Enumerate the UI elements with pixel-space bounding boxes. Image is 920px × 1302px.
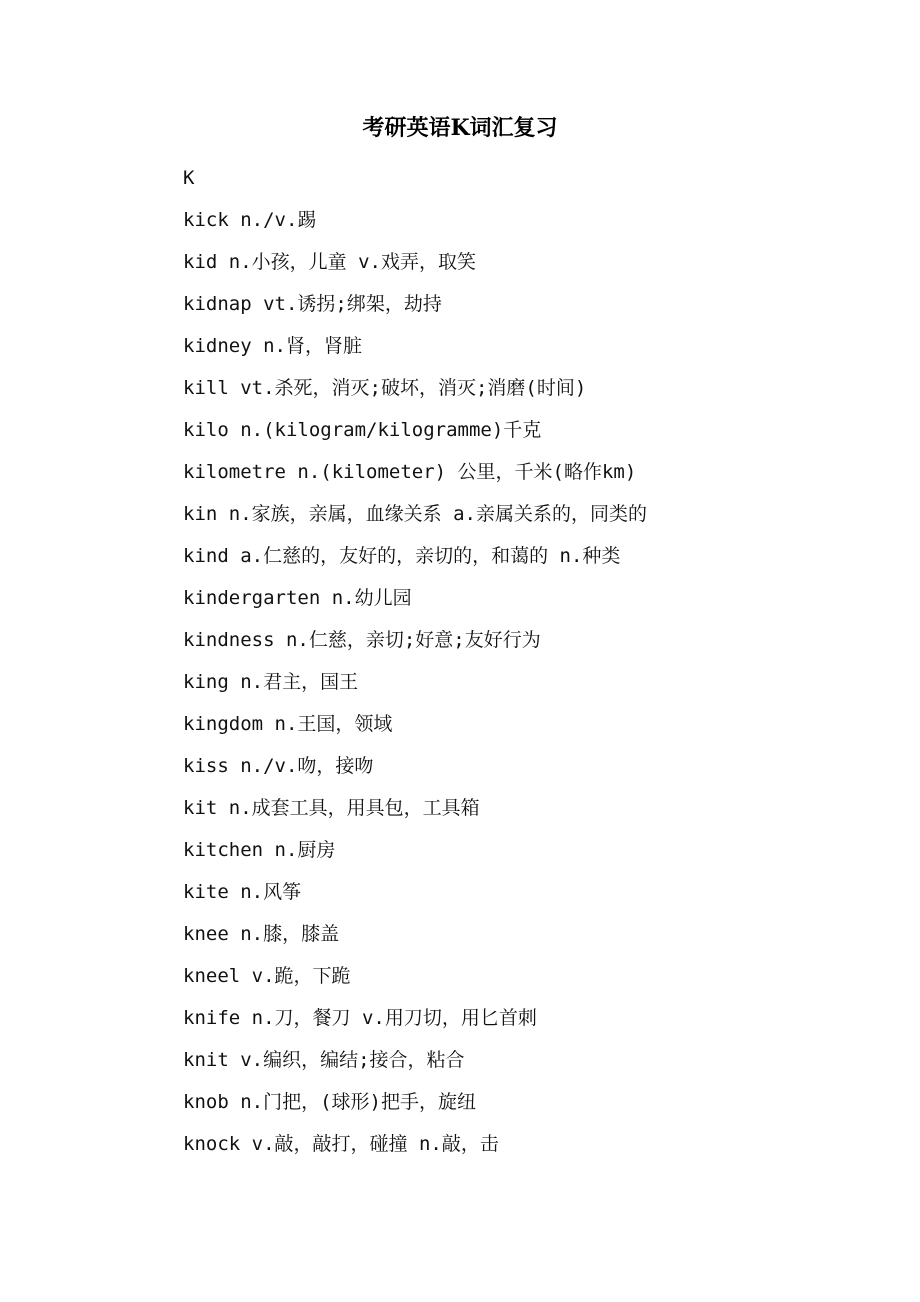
vocab-entry: knit v.编织，编结;接合，粘合: [183, 1049, 465, 1071]
vocab-entry: king n.君主，国王: [183, 671, 359, 693]
vocab-entry: kidnap vt.诱拐;绑架，劫持: [183, 293, 442, 315]
vocab-entry: knob n.门把，(球形)把手，旋纽: [183, 1091, 476, 1113]
vocab-entry: kindergarten n.幼儿园: [183, 587, 412, 609]
vocab-entry: kin n.家族，亲属，血缘关系 a.亲属关系的，同类的: [183, 503, 647, 525]
vocab-entry: kill vt.杀死，消灭;破坏，消灭;消磨(时间): [183, 377, 587, 399]
section-letter: K: [183, 167, 195, 189]
vocab-entry: kiss n./v.吻，接吻: [183, 755, 374, 777]
vocab-entry: kneel v.跪，下跪: [183, 965, 351, 987]
vocab-entry: knife n.刀，餐刀 v.用刀切，用匕首刺: [183, 1007, 537, 1029]
vocab-entry: kite n.风筝: [183, 881, 302, 903]
document-title: 考研英语K词汇复习: [362, 115, 558, 141]
vocab-entry: kit n.成套工具，用具包，工具箱: [183, 797, 480, 819]
vocab-entry: kindness n.仁慈，亲切;好意;友好行为: [183, 629, 541, 651]
vocab-entry: kingdom n.王国，领域: [183, 713, 393, 735]
vocab-entry: kidney n.肾，肾脏: [183, 335, 362, 357]
vocab-entry: kitchen n.厨房: [183, 839, 336, 861]
vocab-entry: kid n.小孩，儿童 v.戏弄，取笑: [183, 251, 476, 273]
vocab-entry: kick n./v.踢: [183, 209, 317, 231]
vocab-entry: kind a.仁慈的，友好的，亲切的，和蔼的 n.种类: [183, 545, 621, 567]
vocab-entry: knock v.敲，敲打，碰撞 n.敲，击: [183, 1133, 499, 1155]
vocab-entry: kilo n.(kilogram/kilogramme)千克: [183, 419, 542, 441]
vocabulary-list: [183, 160, 883, 1168]
vocab-entry: kilometre n.(kilometer) 公里，千米(略作km): [183, 461, 637, 483]
vocab-entry: knee n.膝，膝盖: [183, 923, 340, 945]
